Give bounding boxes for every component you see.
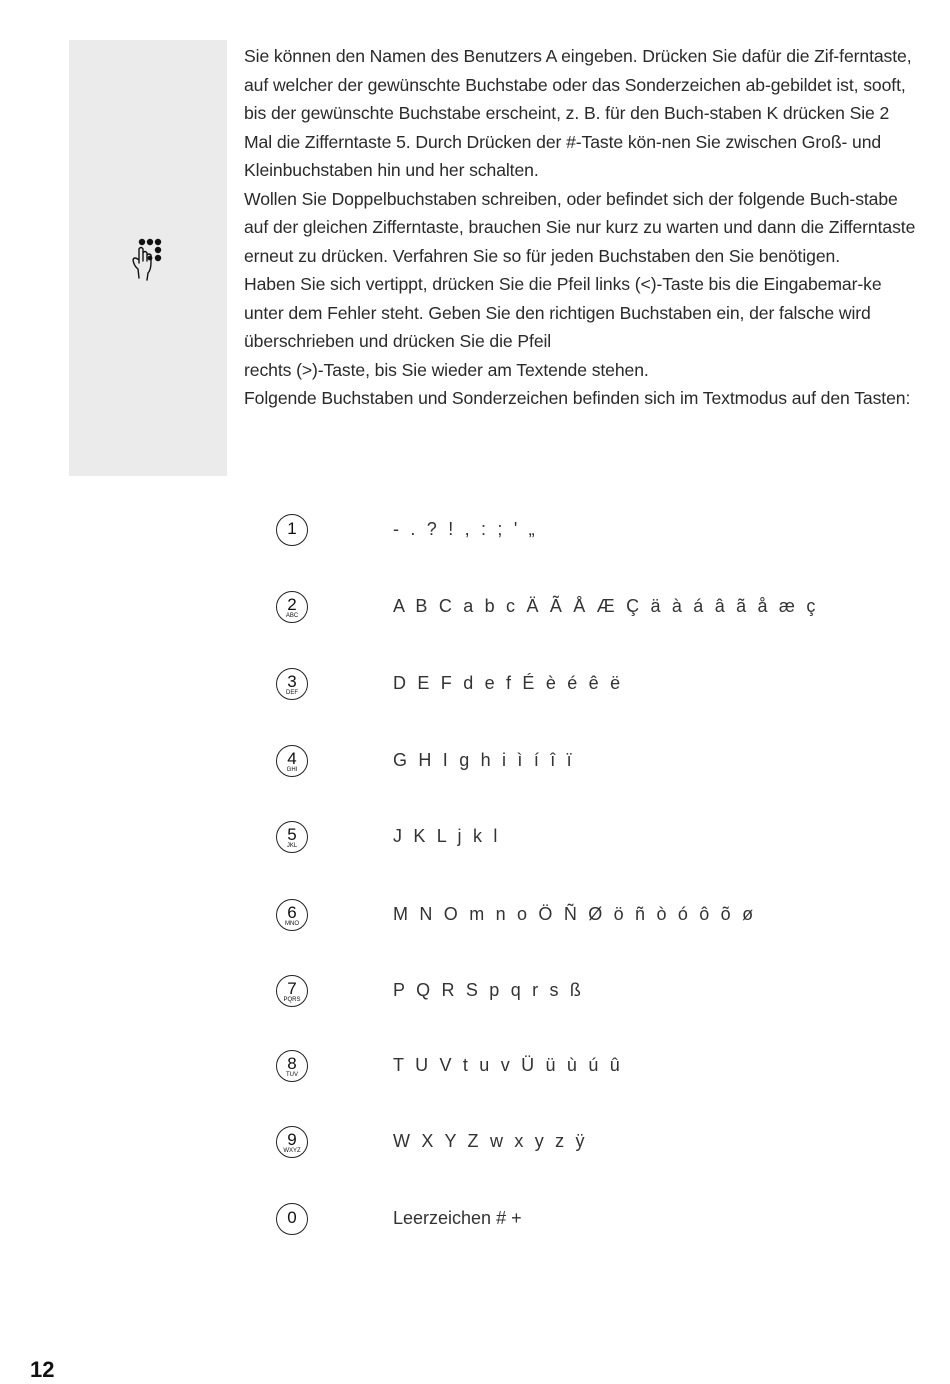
key-0-icon (276, 1203, 308, 1235)
keypad-finger-icon (128, 236, 168, 282)
key-digit: 9 (287, 1130, 297, 1149)
paragraph: Haben Sie sich vertippt, drücken Sie die Pfeil links (<)-Taste bis die Eingabemar-ke unter dem Fehler steht. Geben Sie den richtigen Buchstaben ein, der falsche wird überschrieben und drücken Sie die Pfeil (244, 274, 882, 351)
key-characters: D E F d e f É è é ê ë (393, 673, 624, 693)
key-1-icon (276, 514, 308, 546)
key-5-icon (276, 821, 308, 853)
key-characters: A B C a b c Ä Ã Å Æ Ç ä à á â ã å æ ç (393, 596, 819, 616)
key-4-icon (276, 745, 308, 777)
key-row-8 (276, 1050, 836, 1086)
key-letters: TUV (286, 1072, 298, 1078)
key-9-icon (276, 1126, 308, 1158)
key-characters: J K L j k l (393, 826, 501, 846)
key-letters: PQRS (283, 997, 301, 1003)
key-characters: P Q R S p q r s ß (393, 980, 585, 1000)
key-digit: 0 (287, 1208, 297, 1227)
key-row-9 (276, 1126, 836, 1162)
key-letters: ABC (285, 613, 299, 619)
key-letters: GHI (286, 767, 298, 773)
paragraph: Folgende Buchstaben und Sonderzeichen befinden sich im Textmodus auf den Tasten: (244, 388, 911, 408)
key-digit: 1 (287, 519, 297, 538)
key-3-icon (276, 668, 308, 700)
key-digit: 4 (287, 749, 297, 768)
key-8-icon (276, 1050, 308, 1082)
key-letters: DEF (286, 690, 298, 696)
key-characters: G H I g h i ì í î ï (393, 750, 575, 770)
key-6-icon (276, 899, 308, 931)
key-characters: T U V t u v Ü ü ù ú û (393, 1055, 623, 1075)
key-digit: 2 (287, 595, 297, 614)
key-2-icon (276, 591, 308, 623)
key-letters: JKL (286, 843, 298, 849)
instruction-text (244, 42, 919, 413)
key-row-5 (276, 821, 836, 857)
key-characters: - . ? ! , : ; ' „ (393, 519, 538, 539)
key-row-0 (276, 1203, 836, 1239)
key-digit: 8 (287, 1054, 297, 1073)
key-row-1 (276, 514, 836, 550)
key-letters: MNO (285, 921, 299, 927)
key-row-4 (276, 745, 836, 781)
key-row-2 (276, 591, 836, 627)
key-row-3 (276, 668, 836, 704)
key-letters: WXYZ (283, 1148, 301, 1154)
paragraph: rechts (>)-Taste, bis Sie wieder am Textende stehen. (244, 359, 649, 380)
page-number: 12 (30, 1357, 55, 1382)
key-characters: Leerzeichen # + (393, 1208, 522, 1228)
paragraph: Wollen Sie Doppelbuchstaben schreiben, oder befindet sich der folgende Buch-stabe auf der gleichen Zifferntaste, brauchen Sie nur kurz zu warten und dann die Zifferntaste erneut zu drücken. Verfahren Sie so für jeden Buchstaben den Sie benötigen. (244, 188, 916, 266)
key-digit: 7 (287, 979, 297, 998)
paragraph: Sie können den Namen des Benutzers A eingeben. Drücken Sie dafür die Zif-ferntaste, auf welcher der gewünschte Buchstabe oder das Sonderzeichen ab-gebildet ist, sooft, bis der gewünschte Buchstabe erscheint, z. B. für den Buch-staben K drücken Sie 2 Mal die Zifferntaste 5. Durch Drücken der #-Taste kön-nen Sie zwischen Groß- und Kleinbuchstaben hin und her schalten. (244, 46, 912, 180)
key-7-icon (276, 975, 308, 1007)
key-digit: 5 (287, 825, 297, 844)
key-digit: 3 (287, 672, 297, 691)
key-digit: 6 (287, 903, 297, 922)
key-characters: M N O m n o Ö Ñ Ø ö ñ ò ó ô õ ø (393, 904, 757, 924)
key-row-7 (276, 975, 836, 1011)
key-characters: W X Y Z w x y z ÿ (393, 1131, 588, 1151)
key-row-6 (276, 899, 836, 935)
